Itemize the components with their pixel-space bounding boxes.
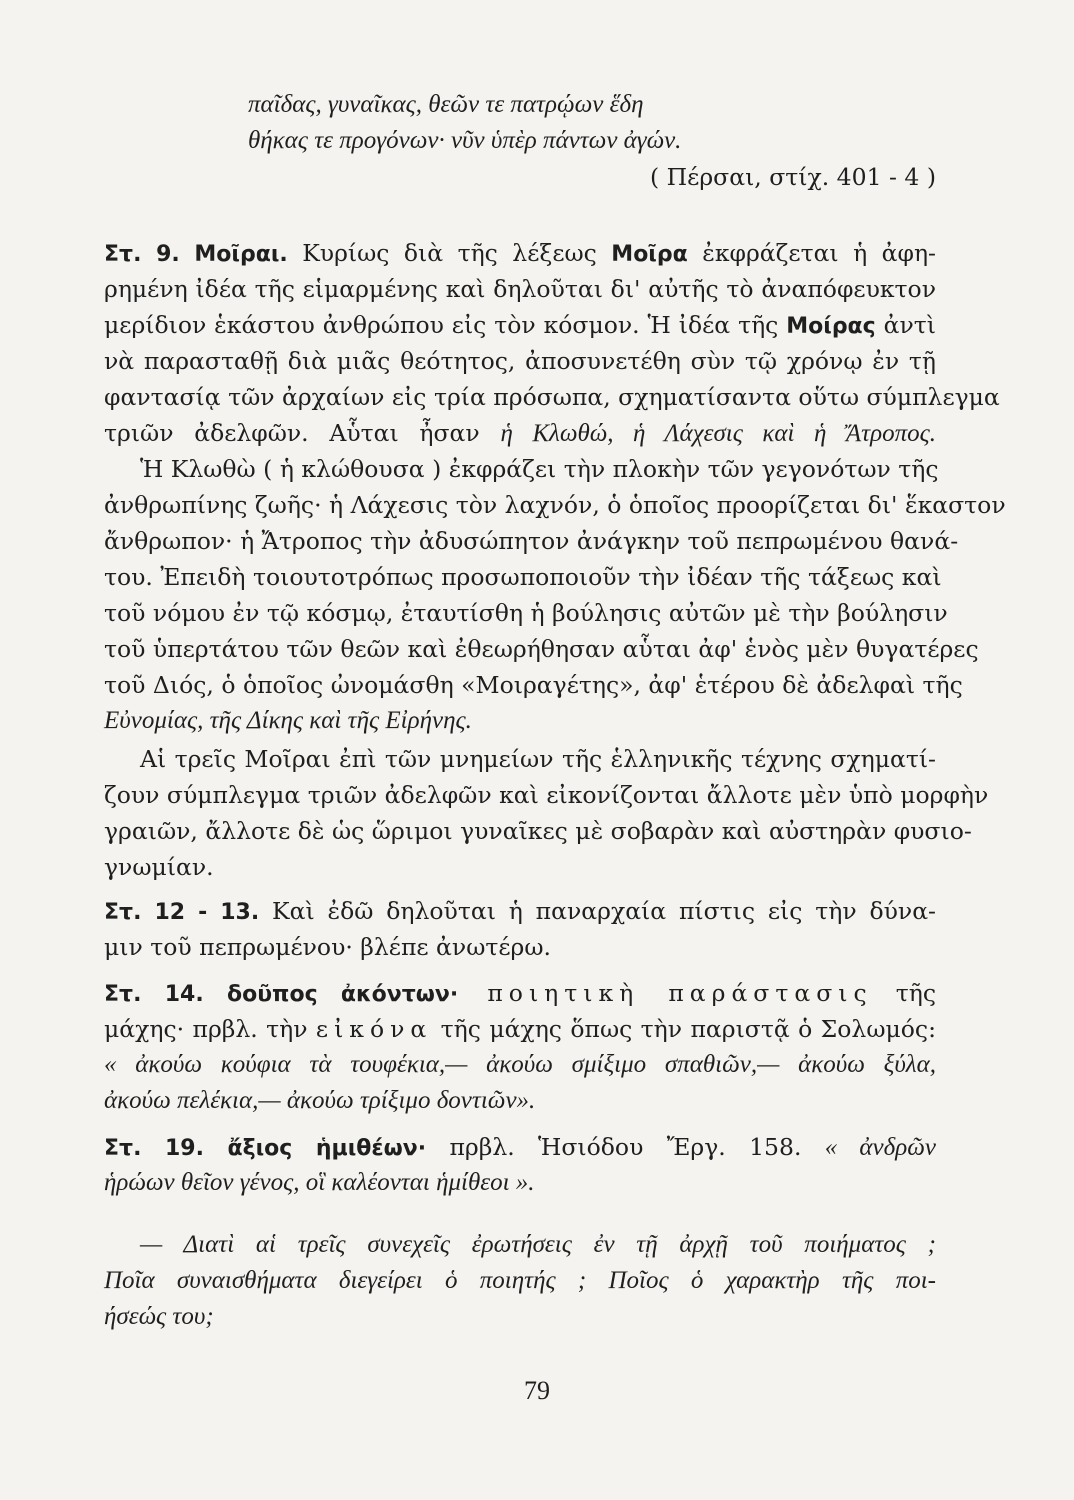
- s9-line-1: Στ. 9. Μοῖραι. Κυρίως διὰ τῆς λέξεως Μοῖρα ἐκφράζεται ἡ ἀφη-: [104, 239, 937, 267]
- s12-heading: Στ. 12 - 13.: [104, 900, 260, 925]
- s14-line-4: ἀκούω πελέκια,— ἀκούω τρίξιμο δοντιῶν».: [104, 1087, 536, 1114]
- s9-line-13: τοῦ Διός, ὁ ὁποῖος ὠνομάσθη «Μοιραγέτης», ἀφ' ἑτέρου δὲ ἀδελφαὶ τῆς: [104, 671, 963, 699]
- s9-line-17: γραιῶν, ἄλλοτε δὲ ὡς ὥριμοι γυναῖκες μὲ σοβαρὰν καὶ αὐστηρὰν φυσιο-: [104, 817, 972, 845]
- s14-line-3: « ἀκούω κούφια τὰ τουφέκια,— ἀκούω σμίξιμο σπαθιῶν,— ἀκούω ξύλα,: [104, 1051, 936, 1078]
- question-line-1: — Διατὶ αἱ τρεῖς συνεχεῖς ἐρωτήσεις ἐν τῇ ἀρχῇ τοῦ ποιήματος ;: [140, 1231, 936, 1258]
- s9-heading: Στ. 9. Μοῖραι.: [104, 242, 288, 267]
- s9-line-2: ρημένη ἰδέα τῆς εἱμαρμένης καὶ δηλοῦται δι' αὐτῆς τὸ ἀναπόφευκτον: [104, 275, 936, 303]
- s19-line-2: ἡρώων θεῖον γένος, οἳ καλέονται ἡμίθεοι ».: [104, 1169, 535, 1196]
- quote-line-2: θήκας τε προγόνων· νῦν ὑπὲρ πάντων ἀγών.: [248, 127, 682, 154]
- s9-line-6: τριῶν ἀδελφῶν. Αὗται ἦσαν ἡ Κλωθώ, ἡ Λάχεσις καὶ ἡ Ἄτροπος.: [104, 419, 936, 447]
- s9-line-16: ζουν σύμπλεγμα τριῶν ἀδελφῶν καὶ εἰκονίζονται ἄλλοτε μὲν ὑπὸ μορφὴν: [104, 781, 989, 809]
- s9-line-14: Εὐνομίας, τῆς Δίκης καὶ τῆς Εἰρήνης.: [104, 707, 472, 734]
- s9-line-11: τοῦ νόμου ἐν τῷ κόσμῳ, ἐταυτίσθη ἡ βούλησις αὐτῶν μὲ τὴν βούλησιν: [104, 599, 948, 627]
- s9-line-15: Αἱ τρεῖς Μοῖραι ἐπὶ τῶν μνημείων τῆς ἑλληνικῆς τέχνης σχηματί-: [140, 745, 936, 773]
- s12-line-2: μιν τοῦ πεπρωμένου· βλέπε ἀνωτέρω.: [104, 933, 551, 961]
- quote-line-1: παῖδας, γυναῖκας, θεῶν τε πατρῴων ἕδη: [248, 91, 644, 118]
- question-line-2: Ποῖα συναισθήματα διεγείρει ὁ ποιητής ; Ποῖος ὁ χαρακτὴρ τῆς ποι-: [104, 1267, 936, 1294]
- s14-line-1: Στ. 14. δοῦπος ἀκόντων· ποιητικὴ παράστασις τῆς: [104, 979, 936, 1007]
- s14-line-2: μάχης· πρβλ. τὴν εἰκόνα τῆς μάχης ὅπως τὴν παριστᾷ ὁ Σολωμός:: [104, 1015, 936, 1043]
- s9-line-7: Ἡ Κλωθὼ ( ἡ κλώθουσα ) ἐκφράζει τὴν πλοκὴν τῶν γεγονότων τῆς: [140, 455, 939, 483]
- s14-heading: Στ. 14. δοῦπος ἀκόντων·: [104, 982, 459, 1007]
- s19-heading: Στ. 19. ἄξιος ἡμιθέων·: [104, 1136, 427, 1161]
- question-line-3: ήσεώς του;: [104, 1303, 214, 1330]
- s9-line-10: του. Ἐπειδὴ τοιουτοτρόπως προσωποποιοῦν τὴν ἰδέαν τῆς τάξεως καὶ: [104, 563, 942, 591]
- s19-line-1: Στ. 19. ἄξιος ἡμιθέων· πρβλ. Ἡσιόδου Ἔργ. 158. « ἀνδρῶν: [104, 1133, 936, 1161]
- quote-source: ( Πέρσαι, στίχ. 401 - 4 ): [650, 163, 936, 191]
- s9-line-4: νὰ παρασταθῇ διὰ μιᾶς θεότητος, ἀποσυνετέθη σὺν τῷ χρόνῳ ἐν τῇ: [104, 347, 936, 375]
- s9-line-9: ἄνθρωπον· ἡ Ἄτροπος τὴν ἀδυσώπητον ἀνάγκην τοῦ πεπρωμένου θανά-: [104, 527, 959, 555]
- s12-line-1: Στ. 12 - 13. Καὶ ἐδῶ δηλοῦται ἡ παναρχαία πίστις εἰς τὴν δύνα-: [104, 897, 936, 925]
- s9-line-12: τοῦ ὑπερτάτου τῶν θεῶν καὶ ἐθεωρήθησαν αὗται ἀφ' ἑνὸς μὲν θυγατέρες: [104, 635, 979, 663]
- s9-line-5: φαντασίᾳ τῶν ἀρχαίων εἰς τρία πρόσωπα, σχηματίσαντα οὕτω σύμπλεγμα: [104, 383, 1000, 411]
- page-number: 79: [524, 1376, 550, 1405]
- s9-line-3: μερίδιον ἑκάστου ἀνθρώπου εἰς τὸν κόσμον. Ἡ ἰδέα τῆς Μοίρας ἀντὶ: [104, 311, 936, 339]
- s9-line-8: ἀνθρωπίνης ζωῆς· ἡ Λάχεσις τὸν λαχνόν, ὁ ὁποῖος προορίζεται δι' ἕκαστον: [104, 491, 1006, 519]
- s9-line-18: γνωμίαν.: [104, 853, 214, 881]
